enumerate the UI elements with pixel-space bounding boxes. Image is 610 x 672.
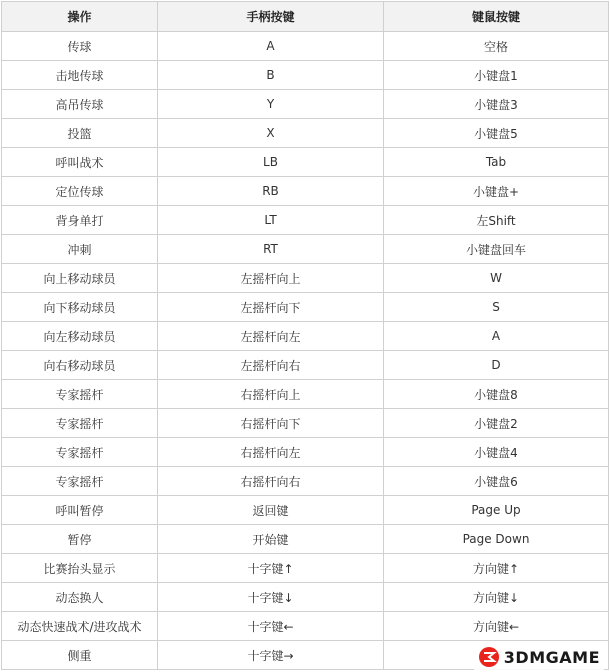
cell-gamepad-key: 开始键 [158,525,384,554]
cell-keyboard-key: 小键盘+ [384,177,609,206]
table-header-row [2,2,609,32]
cell-gamepad-key: 右摇杆向右 [158,467,384,496]
cell-keyboard-key: 方向键↑ [384,554,609,583]
watermark [474,644,604,670]
cell-gamepad-key: RT [158,235,384,264]
table-row [2,496,609,525]
cell-keyboard-key: 小键盘5 [384,119,609,148]
cell-keyboard-key: 方向键← [384,612,609,641]
table-row [2,467,609,496]
cell-action: 呼叫暂停 [2,496,158,525]
table-row [2,525,609,554]
table-row [2,61,609,90]
cell-gamepad-key: 左摇杆向左 [158,322,384,351]
table-row [2,612,609,641]
table-row [2,380,609,409]
cell-gamepad-key: 左摇杆向右 [158,351,384,380]
table-row [2,264,609,293]
cell-action: 专家摇杆 [2,380,158,409]
cell-action: 击地传球 [2,61,158,90]
table-row [2,409,609,438]
cell-gamepad-key: LB [158,148,384,177]
cell-keyboard-key: 空格 [384,32,609,61]
cell-gamepad-key: B [158,61,384,90]
cell-gamepad-key: 左摇杆向上 [158,264,384,293]
3dmgame-logo-icon [478,646,500,668]
cell-action: 暂停 [2,525,158,554]
cell-gamepad-key: LT [158,206,384,235]
cell-gamepad-key: 十字键↑ [158,554,384,583]
cell-gamepad-key: Y [158,90,384,119]
cell-action: 冲刺 [2,235,158,264]
cell-action: 定位传球 [2,177,158,206]
cell-keyboard-key: 小键盘4 [384,438,609,467]
cell-gamepad-key: 右摇杆向上 [158,380,384,409]
table-row [2,119,609,148]
cell-action: 专家摇杆 [2,467,158,496]
cell-keyboard-key: 小键盘2 [384,409,609,438]
table-row [2,32,609,61]
cell-action: 动态快速战术/进攻战术 [2,612,158,641]
table-row [2,554,609,583]
cell-action: 侧重 [2,641,158,670]
cell-gamepad-key: X [158,119,384,148]
cell-keyboard-key: 小键盘8 [384,380,609,409]
cell-gamepad-key: 右摇杆向下 [158,409,384,438]
cell-keyboard-key: Page Up [384,496,609,525]
table-row [2,235,609,264]
cell-action: 向上移动球员 [2,264,158,293]
cell-keyboard-key: 小键盘6 [384,467,609,496]
cell-gamepad-key: 十字键→ [158,641,384,670]
cell-keyboard-key: 左Shift [384,206,609,235]
cell-keyboard-key: Tab [384,148,609,177]
cell-gamepad-key: RB [158,177,384,206]
cell-action: 专家摇杆 [2,409,158,438]
cell-keyboard-key: 小键盘3 [384,90,609,119]
cell-gamepad-key: 十字键← [158,612,384,641]
table-row [2,322,609,351]
cell-action: 传球 [2,32,158,61]
cell-gamepad-key: 返回键 [158,496,384,525]
cell-action: 投篮 [2,119,158,148]
cell-keyboard-key: 小键盘回车 [384,235,609,264]
cell-gamepad-key: 左摇杆向下 [158,293,384,322]
table-row [2,293,609,322]
cell-keyboard-key: 方向键↓ [384,583,609,612]
cell-action: 专家摇杆 [2,438,158,467]
table-row [2,90,609,119]
watermark-text: 3DMGAME [503,647,600,667]
cell-keyboard-key: Page Down [384,525,609,554]
cell-keyboard-key: W [384,264,609,293]
cell-action: 呼叫战术 [2,148,158,177]
cell-gamepad-key: 十字键↓ [158,583,384,612]
header-gamepad: 手柄按键 [158,2,384,32]
table-row [2,206,609,235]
cell-keyboard-key: 小键盘1 [384,61,609,90]
table-row [2,438,609,467]
cell-keyboard-key: D [384,351,609,380]
table-row [2,351,609,380]
cell-action: 向右移动球员 [2,351,158,380]
cell-action: 向下移动球员 [2,293,158,322]
table-row [2,583,609,612]
cell-action: 背身单打 [2,206,158,235]
table-row [2,177,609,206]
cell-keyboard-key: A [384,322,609,351]
header-action: 操作 [2,2,158,32]
cell-action: 向左移动球员 [2,322,158,351]
cell-keyboard-key: S [384,293,609,322]
header-keyboard: 键鼠按键 [384,2,609,32]
cell-gamepad-key: A [158,32,384,61]
cell-action: 比赛抬头显示 [2,554,158,583]
cell-action: 动态换人 [2,583,158,612]
key-mapping-table [1,1,609,670]
cell-action: 高吊传球 [2,90,158,119]
cell-gamepad-key: 右摇杆向左 [158,438,384,467]
table-row [2,148,609,177]
